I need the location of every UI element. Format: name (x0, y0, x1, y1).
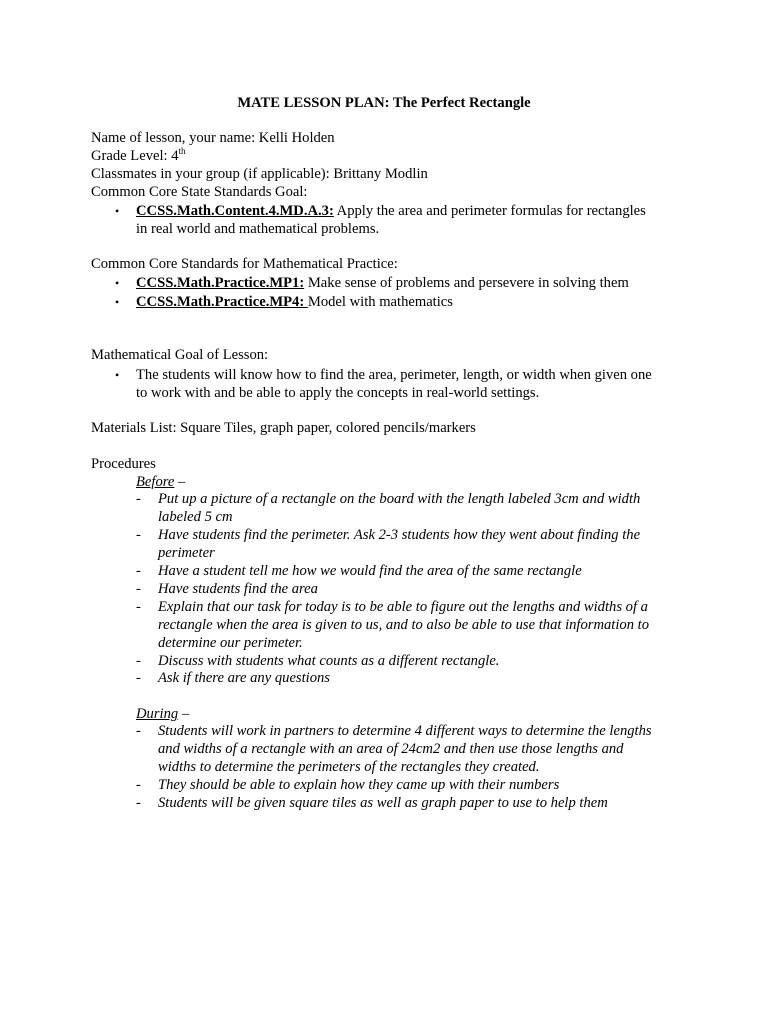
dash-marker: - (136, 491, 141, 507)
during-label-text: During (136, 706, 179, 722)
before-step: Have students find the area (158, 581, 318, 597)
practice-item (136, 293, 453, 311)
during-step: They should be able to explain how they came up with their numbers (158, 777, 560, 793)
procedures-heading: Procedures (91, 456, 156, 472)
math-goal-text-continued: to work with and be able to apply the concepts in real-world settings. (136, 385, 540, 401)
before-step: Discuss with students what counts as a different rectangle. (158, 653, 500, 669)
before-step-continued: rectangle when the area is given to us, and to also be able to use that information to (158, 617, 649, 633)
ccss-goal-text-continued: in real world and mathematical problems. (136, 221, 380, 237)
bullet-icon: • (115, 295, 120, 309)
before-step-continued: perimeter (158, 545, 215, 561)
practice-heading: Common Core Standards for Mathematical Practice: (91, 256, 398, 272)
math-goal-heading: Mathematical Goal of Lesson: (91, 347, 269, 363)
during-label (136, 705, 189, 723)
during-step-continued: widths to determine the perimeters of the rectangles they created. (158, 759, 540, 775)
dash-marker: - (136, 723, 141, 739)
during-step-continued: and widths of a rectangle with an area of 24cm2 and then use those lengths and (158, 741, 624, 757)
lesson-name-line: Name of lesson, your name: Kelli Holden (91, 130, 335, 146)
before-step: Explain that our task for today is to be able to figure out the lengths and widths of a (158, 599, 648, 615)
practice-code: CCSS.Math.Practice.MP4: (136, 294, 308, 310)
practice-text: Make sense of problems and persevere in solving them (304, 275, 629, 291)
ccss-goal-heading: Common Core State Standards Goal: (91, 184, 308, 200)
before-label-text: Before (136, 474, 175, 490)
dash-marker: - (136, 599, 141, 615)
ccss-goal-line (136, 202, 646, 220)
before-step-continued: determine our perimeter. (158, 635, 303, 651)
during-label-dash: – (178, 706, 190, 722)
dash-marker: - (136, 795, 141, 811)
dash-marker: - (136, 653, 141, 669)
bullet-icon: • (115, 368, 120, 382)
dash-marker: - (136, 527, 141, 543)
before-step: Have students find the perimeter. Ask 2-3 students how they went about finding the (158, 527, 641, 543)
before-step: Put up a picture of a rectangle on the board with the length labeled 3cm and width (158, 491, 641, 507)
practice-text: Model with mathematics (307, 294, 453, 310)
grade-level-superscript: th (178, 146, 186, 157)
document-title: MATE LESSON PLAN: The Perfect Rectangle (237, 95, 531, 111)
before-label (136, 473, 185, 491)
dash-marker: - (136, 563, 141, 579)
during-step: Students will work in partners to determine 4 different ways to determine the lengths (158, 723, 652, 739)
grade-level-line (91, 147, 186, 165)
dash-marker: - (136, 670, 141, 686)
before-step: Have a student tell me how we would find the area of the same rectangle (158, 563, 582, 579)
grade-level-text: Grade Level: 4 (91, 148, 179, 164)
dash-marker: - (136, 581, 141, 597)
during-step: Students will be given square tiles as well as graph paper to use to help them (158, 795, 608, 811)
practice-code: CCSS.Math.Practice.MP1: (136, 275, 305, 291)
before-label-dash: – (174, 474, 186, 490)
dash-marker: - (136, 777, 141, 793)
bullet-icon: • (115, 276, 120, 290)
ccss-goal-code: CCSS.Math.Content.4.MD.A.3: (136, 203, 334, 219)
materials-list: Materials List: Square Tiles, graph paper, colored pencils/markers (91, 420, 476, 436)
math-goal-text: The students will know how to find the area, perimeter, length, or width when given one (136, 367, 652, 383)
before-step: Ask if there are any questions (158, 670, 330, 686)
classmates-line: Classmates in your group (if applicable): Brittany Modlin (91, 166, 428, 182)
practice-item (136, 274, 629, 292)
bullet-icon: • (115, 204, 120, 218)
before-step-continued: labeled 5 cm (158, 509, 233, 525)
ccss-goal-text: Apply the area and perimeter formulas for rectangles (333, 203, 646, 219)
